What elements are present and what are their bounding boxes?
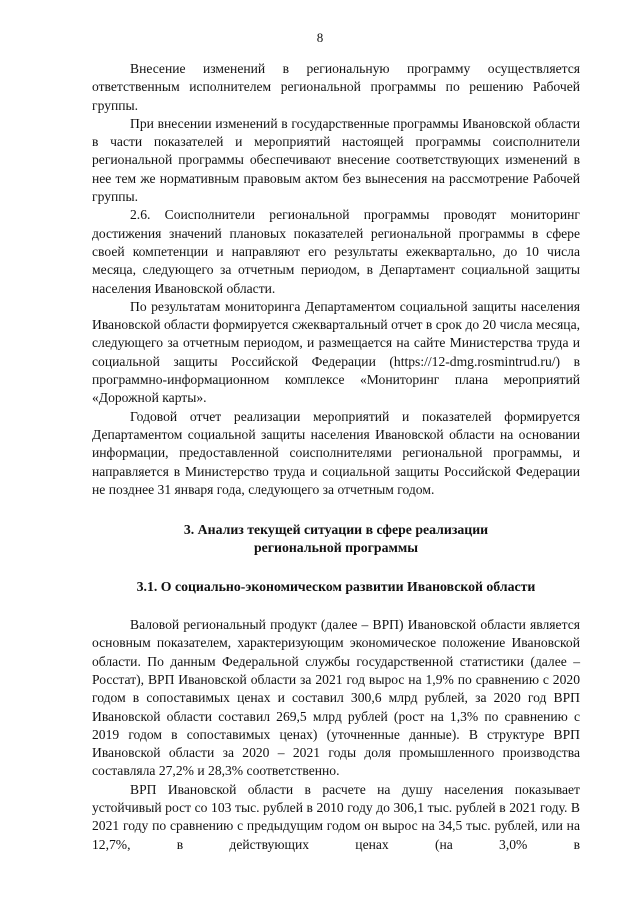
section-3-heading xyxy=(92,521,580,558)
paragraph: 2.6. Соисполнители региональной программы проводят мониторинг достижения значений плановых показателей региональной программы в сфере своей компетенции и направляют его результаты ежеквартально, до 10 числа месяца, следующего за отчетным периодом, в Департамент социальной защиты населения Ивановской области. xyxy=(92,207,580,296)
paragraph: Валовой региональный продукт (далее – ВРП) Ивановской области является основным показателем, характеризующим экономическое положение Ивановской области. По данным Федеральной службы государственной статистики (далее – Росстат), ВРП Ивановской области за 2021 год вырос на 1,9% по сравнению с 2020 годом в сопоставимых ценах и составил 300,6 млрд рублей, за 2020 год ВРП Ивановской области составил 269,5 млрд рублей (рост на 1,3% по сравнению с 2019 годом в сопоставимых ценах) (уточненные данные). В структуре ВРП Ивановской области за 2020 – 2021 годы доля промышленного производства составляла 27,2% и 28,3% соответственно. xyxy=(92,617,580,779)
paragraph: По результатам мониторинга Департаментом социальной защиты населения Ивановской области формируется сжеквартальный отчет в срок до 20 числа месяца, следующего за отчетным периодом, и размещается на сайте Министерства труда и социальной защиты Российской Федерации (https://12-dmg.rosmintrud.ru/) в программно-информационном комплексе «Мониторинг плана мероприятий «Дорожной карты». xyxy=(92,298,580,406)
paragraph: Годовой отчет реализации мероприятий и показателей формируется Департаментом социальной защиты населения Ивановской области на основании информации, предоставленной соисполнителями региональной программы, и направляется в Министерство труда и социальной защиты Российской Федерации не позднее 31 января года, следующего за отчетным годом. xyxy=(92,408,580,497)
paragraph: При внесении изменений в государственные программы Ивановской области в части показателей и мероприятий настоящей программы соисполнители региональной программы обеспечивают внесение соответствующих изменений в нее тем же нормативным правовым актом без вынесения на рассмотрение Рабочей группы. xyxy=(92,115,580,205)
section-3-1-heading: 3.1. О социально-экономическом развитии Ивановской области xyxy=(136,578,536,594)
section-3-heading-line-2: региональной программы xyxy=(253,540,419,556)
page-number: 8 xyxy=(316,30,324,45)
document-body xyxy=(92,60,580,854)
section-3-heading-line-1: 3. Анализ текущей ситуации в сфере реализации xyxy=(183,522,489,538)
paragraph: Внесение изменений в региональную программу осуществляется ответственным исполнителем региональной программы по решению Рабочей группы. xyxy=(92,61,580,113)
paragraph: ВРП Ивановской области в расчете на душу населения показывает устойчивый рост со 103 тыс. рублей в 2010 году до 306,1 тыс. рублей в 2021 году. В 2021 году по сравнению с предыдущим годом он вырос на 34,5 тыс. рублей, или на 12,7%, в действующих ценах (на 3,0% в xyxy=(92,781,580,852)
